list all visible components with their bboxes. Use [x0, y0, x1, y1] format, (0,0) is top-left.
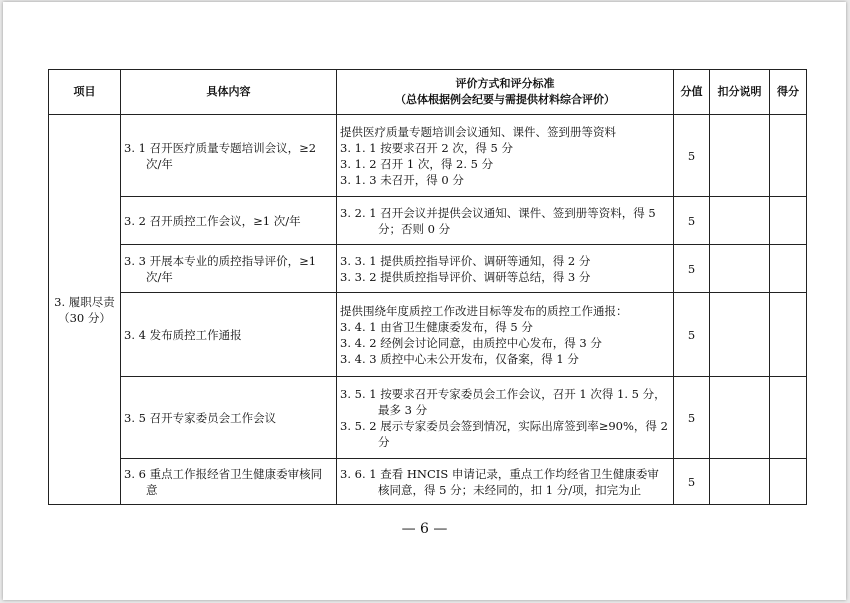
method-line: 提供围绕年度质控工作改进目标等发布的质控工作通报：: [340, 303, 628, 318]
score-cell: 5: [674, 377, 710, 459]
score-cell: 5: [674, 197, 710, 245]
method-line: 3. 1. 2 召开 1 次，得 2. 5 分: [340, 156, 494, 171]
obtained-cell[interactable]: [770, 377, 807, 459]
method-line: 3. 3. 1 提供质控指导评价、调研等通知，得 2 分: [340, 253, 591, 268]
method-cell: [337, 197, 674, 245]
score-cell: 5: [674, 115, 710, 197]
header-method-note: （总体根据例会纪要与需提供材料综合评价）: [395, 93, 615, 106]
obtained-cell[interactable]: [770, 245, 807, 293]
header-obtained: 得分: [770, 70, 807, 115]
deduction-cell[interactable]: [710, 115, 770, 197]
method-line: 3. 6. 1 查看 HNCIS 申请记录，重点工作均经省卫生健康委审核同意，得 5 分；未经同的，扣 1 分/项，扣完为止: [340, 466, 659, 497]
content-text: 3. 4 发布质控工作通报: [124, 327, 242, 342]
method-cell: [337, 377, 674, 459]
method-cell: [337, 115, 674, 197]
deduction-cell[interactable]: [710, 245, 770, 293]
table-row: [49, 459, 807, 505]
score-cell: 5: [674, 459, 710, 505]
page-number: — 6 —: [401, 521, 448, 537]
obtained-cell[interactable]: [770, 459, 807, 505]
content-text: 3. 2 召开质控工作会议，≥1 次/年: [124, 213, 301, 228]
header-score: 分值: [674, 70, 710, 115]
content-cell: [121, 459, 337, 505]
score-cell: 5: [674, 293, 710, 377]
content-cell: [121, 197, 337, 245]
deduction-cell[interactable]: [710, 459, 770, 505]
content-text: 3. 3 开展本专业的质控指导评价，≥1 次/年: [124, 253, 317, 284]
deduction-cell[interactable]: [710, 377, 770, 459]
content-cell: [121, 245, 337, 293]
method-cell: [337, 245, 674, 293]
method-line: 3. 5. 1 按要求召开专家委员会工作会议，召开 1 次得 1. 5 分，最多 3 分: [340, 386, 666, 417]
table-header-row: [49, 70, 807, 115]
header-method-title: 评价方式和评分标准: [455, 77, 555, 90]
category-name: 3. 履职尽责: [54, 294, 115, 309]
document-page: [3, 2, 846, 600]
content-text: 3. 5 召开专家委员会工作会议: [124, 410, 277, 425]
content-cell: [121, 377, 337, 459]
category-cell: [49, 115, 121, 505]
method-line: 3. 2. 1 召开会议并提供会议通知、课件、签到册等资料，得 5 分；否则 0 分: [340, 205, 656, 236]
header-content: 具体内容: [121, 70, 337, 115]
table-row: [49, 245, 807, 293]
header-method: [337, 70, 674, 115]
content-cell: [121, 293, 337, 377]
obtained-cell[interactable]: [770, 115, 807, 197]
method-cell: [337, 459, 674, 505]
method-cell: [337, 293, 674, 377]
table-row: [49, 377, 807, 459]
content-cell: [121, 115, 337, 197]
method-line: 3. 4. 1 由省卫生健康委发布，得 5 分: [340, 319, 533, 334]
table-row: [49, 115, 807, 197]
header-deduction: 扣分说明: [710, 70, 770, 115]
deduction-cell[interactable]: [710, 197, 770, 245]
method-line: 提供医疗质量专题培训会议通知、课件、签到册等资料: [340, 124, 616, 139]
obtained-cell[interactable]: [770, 197, 807, 245]
method-line: 3. 4. 3 质控中心未公开发布，仅备案，得 1 分: [340, 351, 579, 366]
method-line: 3. 1. 3 未召开，得 0 分: [340, 172, 464, 187]
content-text: 3. 1 召开医疗质量专题培训会议，≥2 次/年: [124, 140, 317, 171]
score-cell: 5: [674, 245, 710, 293]
method-line: 3. 5. 2 展示专家委员会签到情况，实际出席签到率≥90%，得 2 分: [340, 418, 668, 449]
obtained-cell[interactable]: [770, 293, 807, 377]
evaluation-table: [48, 69, 807, 505]
method-line: 3. 3. 2 提供质控指导评价、调研等总结，得 3 分: [340, 269, 591, 284]
deduction-cell[interactable]: [710, 293, 770, 377]
category-points: （30 分）: [58, 310, 111, 325]
method-line: 3. 4. 2 经例会讨论同意，由质控中心发布，得 3 分: [340, 335, 602, 350]
content-text: 3. 6 重点工作报经省卫生健康委审核同意: [124, 466, 323, 497]
table-row: [49, 293, 807, 377]
table-row: [49, 197, 807, 245]
header-item: 项目: [49, 70, 121, 115]
method-line: 3. 1. 1 按要求召开 2 次，得 5 分: [340, 140, 513, 155]
